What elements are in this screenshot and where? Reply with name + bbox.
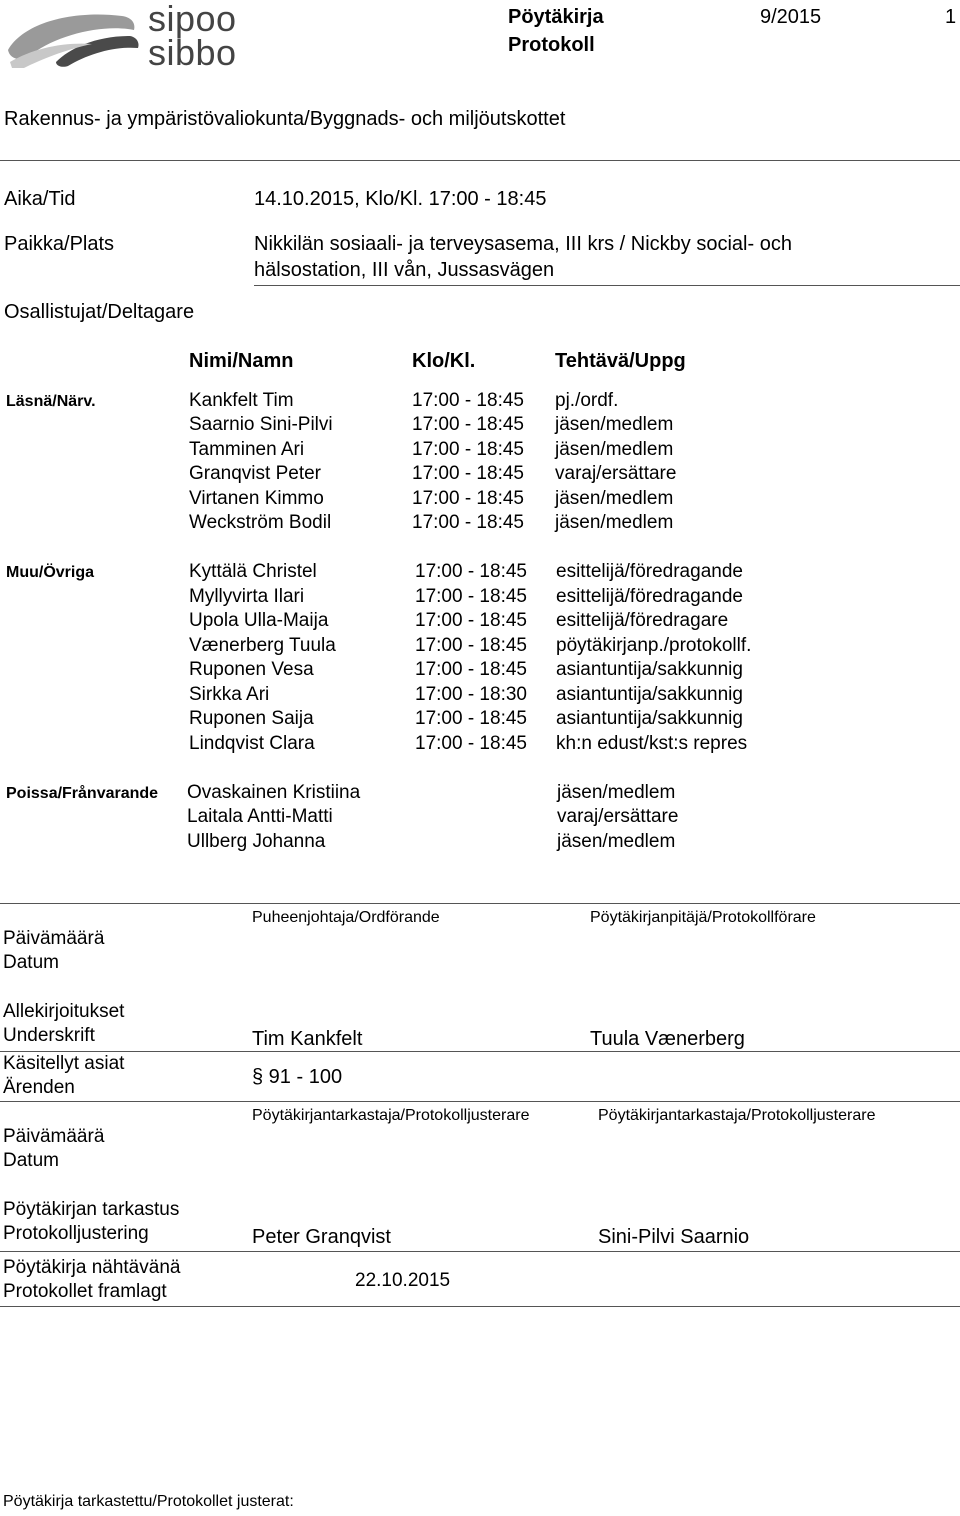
- divider: [0, 1251, 960, 1252]
- time-cell: 17:00 - 18:45: [412, 390, 524, 411]
- display-date: 22.10.2015: [355, 1270, 451, 1291]
- name-cell: Weckström Bodil: [189, 512, 332, 533]
- display-label-fi: Pöytäkirja nähtävänä: [3, 1257, 181, 1278]
- time-cell: 17:00 - 18:45: [412, 488, 524, 509]
- divider: [0, 1101, 960, 1102]
- divider: [0, 903, 960, 904]
- time-cell: 17:00 - 18:45: [412, 439, 524, 460]
- name-cell: Virtanen Kimmo: [189, 488, 324, 509]
- time-cell: 17:00 - 18:45: [415, 635, 527, 656]
- items-label-fi: Käsitellyt asiat: [3, 1053, 125, 1074]
- role-cell: varaj/ersättare: [557, 806, 679, 827]
- header-time: Klo/Kl.: [412, 350, 476, 372]
- time-cell: 17:00 - 18:45: [412, 414, 524, 435]
- role-cell: esittelijä/föredragande: [556, 586, 743, 607]
- name-cell: Ullberg Johanna: [187, 831, 326, 852]
- time-cell: 17:00 - 18:45: [415, 561, 527, 582]
- logo-text-fi: sipoo: [148, 0, 237, 39]
- time-cell: 17:00 - 18:30: [415, 684, 527, 705]
- divider: [0, 1051, 960, 1052]
- name-cell: Laitala Antti-Matti: [187, 806, 333, 827]
- time-value: 14.10.2015, Klo/Kl. 17:00 - 18:45: [254, 188, 547, 210]
- role-cell: kh:n edust/kst:s repres: [556, 733, 748, 754]
- time-cell: 17:00 - 18:45: [415, 586, 527, 607]
- role-cell: asiantuntija/sakkunnig: [556, 708, 743, 729]
- logo-text-sv: sibbo: [148, 32, 237, 73]
- divider: [254, 285, 960, 286]
- time-cell: 17:00 - 18:45: [412, 512, 524, 533]
- sipoo-logo-icon: [4, 4, 144, 68]
- time-cell: 17:00 - 18:45: [412, 463, 524, 484]
- header-name: Nimi/Namn: [189, 350, 294, 372]
- place-line2: hälsostation, III vån, Jussasvägen: [254, 259, 555, 281]
- check-label-sv: Protokolljustering: [3, 1223, 149, 1244]
- name-cell: Vænerberg Tuula: [189, 635, 336, 656]
- other-label: Muu/Övriga: [6, 564, 95, 581]
- divider: [0, 1306, 960, 1307]
- chair-title: Puheenjohtaja/Ordförande: [252, 909, 440, 926]
- name-cell: Ruponen Saija: [189, 708, 314, 729]
- time-cell: 17:00 - 18:45: [415, 733, 527, 754]
- role-cell: jäsen/medlem: [555, 488, 674, 509]
- doc-number: 9/2015: [760, 6, 822, 28]
- name-cell: Granqvist Peter: [189, 463, 321, 484]
- name-cell: Ovaskainen Kristiina: [187, 782, 361, 803]
- role-cell: jäsen/medlem: [555, 439, 674, 460]
- absent-label: Poissa/Frånvarande: [6, 785, 159, 802]
- date-label-fi: Päivämäärä: [3, 928, 105, 949]
- committee-title: Rakennus- ja ympäristövaliokunta/Byggnads- och miljöutskottet: [4, 108, 566, 130]
- place-label: Paikka/Plats: [4, 233, 115, 255]
- name-cell: Kankfelt Tim: [189, 390, 294, 411]
- page-number: 1: [945, 6, 957, 28]
- name-cell: Myllyvirta Ilari: [189, 586, 305, 607]
- time-cell: 17:00 - 18:45: [415, 610, 527, 631]
- role-cell: pj./ordf.: [555, 390, 619, 411]
- role-cell: jäsen/medlem: [555, 414, 674, 435]
- header-role: Tehtävä/Uppg: [555, 350, 686, 372]
- name-cell: Kyttälä Christel: [189, 561, 317, 582]
- role-cell: jäsen/medlem: [557, 831, 676, 852]
- time-cell: 17:00 - 18:45: [415, 659, 527, 680]
- name-cell: Lindqvist Clara: [189, 733, 315, 754]
- role-cell: esittelijä/föredragande: [556, 561, 743, 582]
- display-label-sv: Protokollet framlagt: [3, 1281, 167, 1302]
- present-label: Läsnä/Närv.: [6, 393, 96, 410]
- name-cell: Tamminen Ari: [189, 439, 305, 460]
- checker1-name: Peter Granqvist: [252, 1226, 391, 1248]
- role-cell: pöytäkirjanp./protokollf.: [556, 635, 752, 656]
- divider: [0, 160, 960, 161]
- sign-label-sv: Underskrift: [3, 1025, 95, 1046]
- date-label-sv: Datum: [3, 952, 59, 973]
- doc-type-sv: Protokoll: [508, 34, 595, 56]
- date2-label-sv: Datum: [3, 1150, 59, 1171]
- role-cell: asiantuntija/sakkunnig: [556, 684, 743, 705]
- date2-label-fi: Päivämäärä: [3, 1126, 105, 1147]
- name-cell: Saarnio Sini-Pilvi: [189, 414, 333, 435]
- participants-label: Osallistujat/Deltagare: [4, 301, 195, 323]
- check-label-fi: Pöytäkirjan tarkastus: [3, 1199, 180, 1220]
- footer-note: Pöytäkirja tarkastettu/Protokollet justerat:: [3, 1493, 294, 1510]
- checker2-name: Sini-Pilvi Saarnio: [598, 1226, 750, 1248]
- role-cell: varaj/ersättare: [555, 463, 677, 484]
- name-cell: Sirkka Ari: [189, 684, 270, 705]
- checker1-title: Pöytäkirjantarkastaja/Protokolljusterare: [252, 1107, 530, 1124]
- items-value: § 91 - 100: [252, 1066, 343, 1088]
- role-cell: esittelijä/föredragare: [556, 610, 729, 631]
- checker2-title: Pöytäkirjantarkastaja/Protokolljusterare: [598, 1107, 876, 1124]
- items-label-sv: Ärenden: [3, 1077, 75, 1098]
- secretary-title: Pöytäkirjanpitäjä/Protokollförare: [590, 909, 816, 926]
- role-cell: asiantuntija/sakkunnig: [556, 659, 743, 680]
- name-cell: Upola Ulla-Maija: [189, 610, 329, 631]
- doc-type-fi: Pöytäkirja: [508, 6, 604, 28]
- role-cell: jäsen/medlem: [557, 782, 676, 803]
- chair-name: Tim Kankfelt: [252, 1028, 363, 1050]
- secretary-name: Tuula Vænerberg: [590, 1028, 745, 1050]
- role-cell: jäsen/medlem: [555, 512, 674, 533]
- name-cell: Ruponen Vesa: [189, 659, 314, 680]
- place-line1: Nikkilän sosiaali- ja terveysasema, III krs / Nickby social- och: [254, 233, 792, 255]
- sign-label-fi: Allekirjoitukset: [3, 1001, 125, 1022]
- time-label: Aika/Tid: [4, 188, 76, 210]
- time-cell: 17:00 - 18:45: [415, 708, 527, 729]
